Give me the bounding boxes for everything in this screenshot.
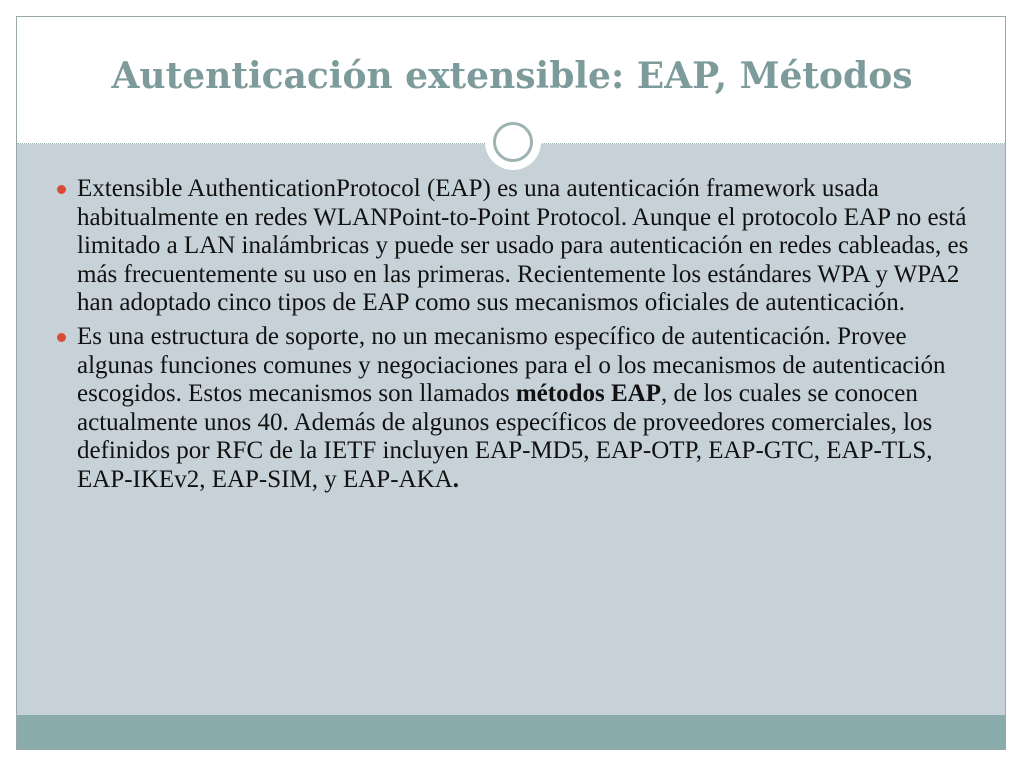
circle-ornament-icon [485, 114, 541, 170]
bullet-item [55, 175, 975, 318]
bullet-list [55, 175, 975, 500]
circle-ornament-ring [493, 122, 533, 162]
bullet-text-end: , de los cuales se conocen actualmente unos 40. Además de algunos específicos de proveedores comerciales, los definidos por RFC de la IETF incluyen EAP-MD5, EAP-OTP, EAP-GTC, EAP-TLS, EAP-IKEv2, EAP-SIM, y EAP-AKA [77, 380, 933, 493]
bullet-bold-term: métodos EAP [515, 380, 661, 408]
slide-frame [16, 16, 1006, 750]
bullet-text: Extensible AuthenticationProtocol (EAP) es una autenticación framework usada habitualmente en redes WLANPoint-to-Point Protocol. Aunque el protocolo EAP no está limitado a LAN inalámbricas y puede ser usado para autenticación en redes cableadas, es más frecuentemente su uso en las primeras. Recientemente los estándares WPA y WPA2 han adoptado cinco tipos de EAP como sus mecanismos oficiales de autenticación. [77, 175, 969, 317]
footer-band [17, 715, 1006, 750]
slide-title: Autenticación extensible: EAP, Métodos [111, 55, 913, 97]
bullet-icon [57, 185, 66, 194]
bullet-icon [57, 333, 66, 342]
bullet-final-period: . [452, 465, 459, 493]
bullet-text-start: Es una estructura de soporte, no un mecanismo específico de autenticación. Provee algunas funciones comunes y negociaciones para el o los mecanismos de autenticación escogidos. Estos mecanismos son llamados [77, 322, 946, 408]
bullet-item [55, 323, 975, 495]
